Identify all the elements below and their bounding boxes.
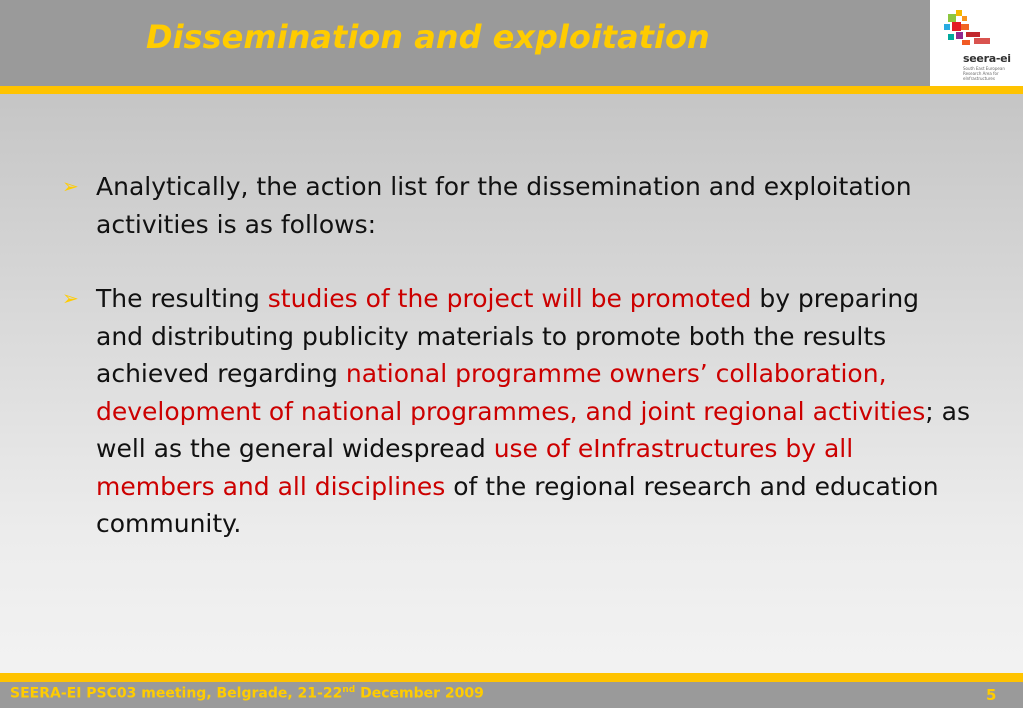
slide-body bbox=[62, 168, 972, 543]
logo-subtitle: South East European Research Area for eInfrastructures bbox=[963, 66, 1005, 81]
bullet-text: ; as well as the general widespread bbox=[96, 396, 971, 463]
header-divider bbox=[0, 86, 1023, 94]
footer-event-label bbox=[10, 685, 484, 702]
page-number: 5 bbox=[986, 686, 997, 704]
bullet-text: The resulting bbox=[96, 284, 268, 313]
slide-title: Dissemination and exploitation bbox=[146, 18, 710, 56]
title-bar bbox=[0, 0, 930, 86]
footer-text-date: December 2009 bbox=[355, 685, 484, 702]
logo-wordmark: seera-ei bbox=[963, 52, 1011, 65]
footer-superscript: nd bbox=[342, 685, 356, 695]
bullet-item bbox=[62, 280, 972, 543]
bullet-item bbox=[62, 168, 972, 243]
highlighted-text: national programme owners’ collaboration, development of national programmes, and joint regional activities bbox=[96, 359, 926, 426]
footer-text-main: SEERA-EI PSC03 meeting, Belgrade, 21-22 bbox=[10, 685, 343, 702]
arrow-bullet-icon: ➢ bbox=[62, 174, 79, 198]
bullet-text: of the regional research and education community. bbox=[96, 471, 939, 538]
footer-bar bbox=[0, 682, 1023, 708]
arrow-bullet-icon: ➢ bbox=[62, 286, 79, 310]
bullet-text: by preparing and distributing publicity materials to promote both the results achieved regarding bbox=[96, 284, 920, 388]
bullet-text: Analytically, the action list for the dissemination and exploitation activities is as follows: bbox=[96, 172, 912, 239]
highlighted-text: use of eInfrastructures by all members and all disciplines bbox=[96, 434, 854, 501]
seera-ei-logo bbox=[930, 0, 1023, 86]
footer-divider bbox=[0, 673, 1023, 682]
highlighted-text: studies of the project will be promoted bbox=[267, 284, 752, 313]
logo-mosaic-icon bbox=[936, 6, 996, 52]
